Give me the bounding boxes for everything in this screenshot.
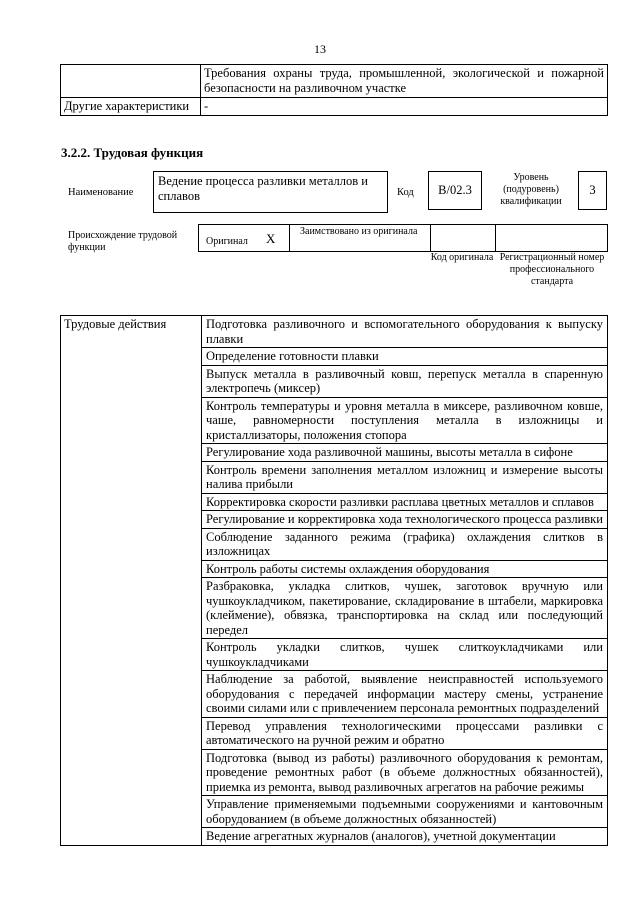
level-value-box: 3	[578, 171, 607, 210]
row-label	[61, 65, 201, 98]
table-row	[61, 98, 608, 116]
labor-action-item: Подготовка (вывод из работы) разливочного оборудования к ремонтам, проведение ремонтных работ (в объеме должностных обязанностей), приемка из ремонта, вывод разливочных агрегатов на рабочие режимы	[202, 749, 608, 796]
labor-action-item: Ведение агрегатных журналов (аналогов), учетной документации	[202, 828, 608, 846]
labor-action-item: Перевод управления технологическими процессами разливки с автоматического на ручной режим и обратно	[202, 717, 608, 749]
level-label: Уровень (подуровень) квалификации	[500, 172, 562, 207]
labor-action-item: Регулирование и корректировка хода технологического процесса разливки	[202, 511, 608, 529]
labor-action-item: Разбраковка, укладка слитков, чушек, заготовок вручную или чушкоукладчиком, пакетирование, складирование в штабели, маркировка (клеймение), обвязка, транспортировка на склад или последующий передел	[202, 578, 608, 639]
row-label: Другие характеристики	[61, 98, 201, 116]
original-mark: X	[266, 231, 276, 246]
code-value-box: B/02.3	[428, 171, 482, 210]
labor-action-item: Регулирование хода разливочной машины, высоты металла в сифоне	[202, 444, 608, 462]
labor-action-item: Корректировка скорости разливки расплава цветных металлов и сплавов	[202, 493, 608, 511]
labor-action-item: Выпуск металла в разливочный ковш, перепуск металла в спаренную электропечь (миксер)	[202, 365, 608, 397]
labor-action-item: Соблюдение заданного режима (графика) охлаждения слитков в изложницах	[202, 528, 608, 560]
code-caption: Код оригинала	[430, 252, 494, 263]
row-value: Требования охраны труда, промышленной, экологической и пожарной безопасности на разливочном участке	[201, 65, 608, 98]
row-value: -	[201, 98, 608, 116]
labor-action-item: Определение готовности плавки	[202, 348, 608, 366]
labor-action-item: Подготовка разливочного и вспомогательного оборудования к выпуску плавки	[202, 316, 608, 348]
labor-action-item: Контроль работы системы охлаждения оборудования	[202, 560, 608, 578]
labor-action-item: Управление применяемыми подъемными сооружениями и кантовочным оборудованием (в объеме должностных обязанностей)	[202, 796, 608, 828]
code-label: Код	[397, 187, 414, 198]
labor-action-item: Контроль укладки слитков, чушек слиткоукладчиками или чушкоукладчиками	[202, 639, 608, 671]
name-label: Наименование	[68, 187, 134, 198]
previous-function-table	[60, 64, 608, 116]
section-title: 3.2.2. Трудовая функция	[61, 145, 204, 160]
table-row	[61, 316, 608, 348]
origin-label: Происхождение трудовой функции	[68, 230, 178, 253]
code-cell	[430, 224, 496, 252]
labor-action-item: Контроль температуры и уровня металла в миксере, разливочном ковше, чаше, равномерности поступления металла в изложницы и кристаллизаторы, положения стопора	[202, 397, 608, 444]
labor-action-item: Наблюдение за работой, выявление неисправностей используемого оборудования с передачей информации мастеру смены, устранение своими силами или с привлечением персонала ремонтных подразделений	[202, 671, 608, 718]
page-number: 13	[314, 42, 326, 56]
labor-actions-table	[60, 315, 608, 846]
labor-action-item: Контроль времени заполнения металлом изложниц и измерение высоты налива прибыли	[202, 461, 608, 493]
name-value-box: Ведение процесса разливки металлов и сплавов	[153, 171, 388, 213]
reg-caption: Регистрационный номер профессионального стандарта	[499, 252, 605, 287]
borrowed-label: Заимствовано из оригинала	[300, 226, 418, 237]
table-row	[61, 65, 608, 98]
original-label: Оригинал	[206, 236, 248, 247]
labor-actions-label: Трудовые действия	[61, 316, 202, 846]
